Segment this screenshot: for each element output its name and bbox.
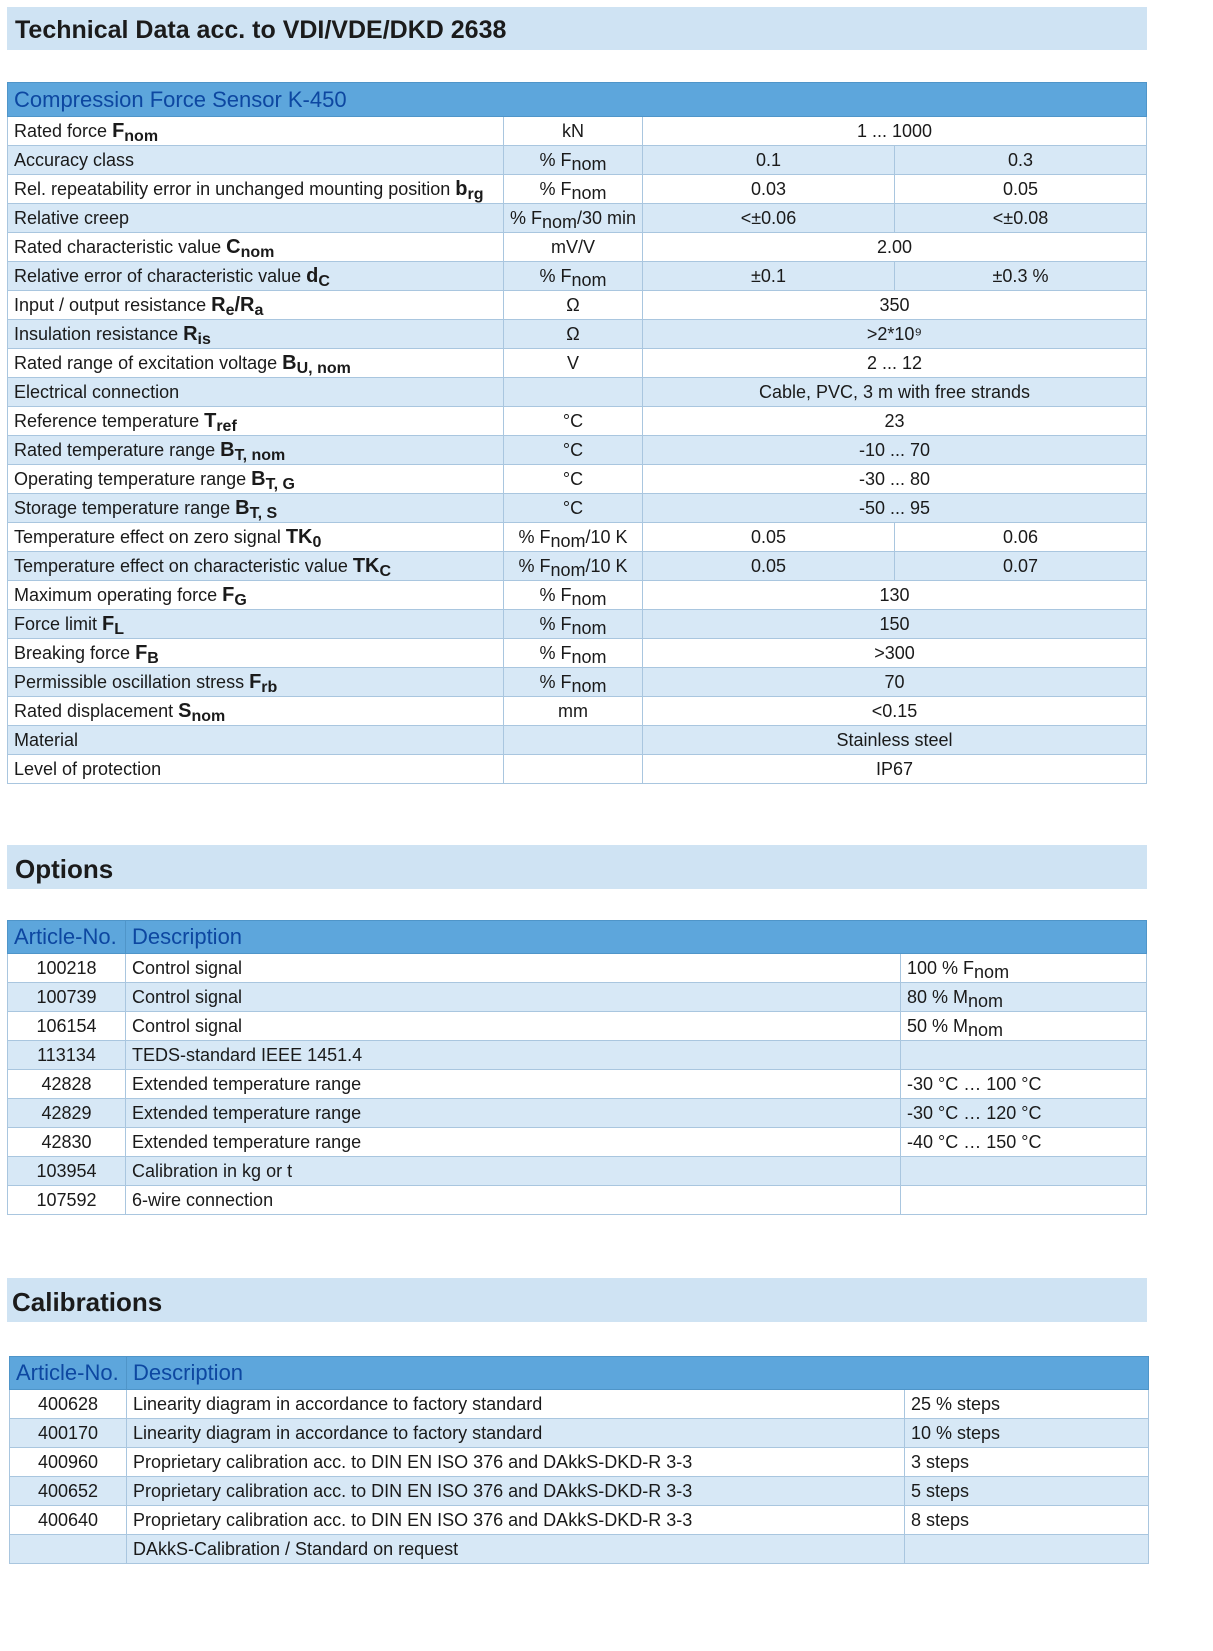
param-unit	[504, 581, 643, 610]
param-symbol: R	[183, 322, 198, 345]
param-text: Temperature effect on zero signal	[14, 526, 286, 547]
unit-subscript: nom	[571, 675, 607, 696]
param-text: Storage temperature range	[14, 497, 236, 518]
param-text: Relative creep	[14, 207, 130, 228]
options-table	[7, 920, 1147, 1215]
param-value-1: 0.03	[643, 175, 895, 204]
param-value: 130	[643, 581, 1147, 610]
tech-row	[8, 204, 1147, 233]
param-unit	[504, 117, 643, 146]
param-text: Force limit	[14, 613, 103, 634]
param-label	[8, 523, 504, 552]
options-heading: Options	[15, 854, 114, 884]
tech-row	[8, 523, 1147, 552]
tech-row	[8, 378, 1147, 407]
option-article-no: 107592	[8, 1186, 126, 1215]
unit-text: °C	[562, 439, 584, 460]
param-text: Rated force	[14, 120, 113, 141]
unit-subscript: nom	[550, 559, 586, 580]
option-value	[901, 1099, 1147, 1128]
unit-prefix: % F	[539, 178, 572, 199]
param-value-2: 0.05	[895, 175, 1147, 204]
param-unit	[504, 523, 643, 552]
param-unit	[504, 697, 643, 726]
option-value-subscript: nom	[974, 961, 1010, 982]
param-unit	[504, 552, 643, 581]
param-symbol: F	[135, 641, 148, 664]
tech-data-heading: Technical Data acc. to VDI/VDE/DKD 2638	[15, 16, 507, 44]
tech-row	[8, 494, 1147, 523]
param-unit	[504, 436, 643, 465]
param-value-1: 0.05	[643, 523, 895, 552]
param-symbol: T	[204, 409, 217, 432]
calibration-value: 3 steps	[905, 1448, 1149, 1477]
option-description: Control signal	[126, 954, 901, 983]
calibration-article-no	[10, 1535, 127, 1564]
param-symbol: R	[211, 293, 226, 316]
tech-row	[8, 755, 1147, 784]
options-row	[8, 1128, 1147, 1157]
param-value: <0.15	[643, 697, 1147, 726]
param-symbol: F	[249, 670, 262, 693]
unit-text: V	[566, 352, 579, 373]
param-symbol: F	[222, 583, 235, 606]
calibration-article-no: 400170	[10, 1419, 127, 1448]
param-label	[8, 755, 504, 784]
param-label	[8, 349, 504, 378]
calibration-article-no: 400960	[10, 1448, 127, 1477]
tech-row	[8, 610, 1147, 639]
options-header-article: Article-No.	[8, 921, 126, 954]
param-subscript-2: a	[254, 301, 264, 319]
option-description: Extended temperature range	[126, 1128, 901, 1157]
param-text: Rated displacement	[14, 700, 179, 721]
param-subscript: is	[197, 330, 211, 348]
calibration-description: Linearity diagram in accordance to factory standard	[127, 1390, 905, 1419]
param-subscript: rb	[261, 678, 278, 696]
param-text: Insulation resistance	[14, 323, 184, 344]
param-label	[8, 436, 504, 465]
calibration-description: Linearity diagram in accordance to factory standard	[127, 1419, 905, 1448]
option-value-text: 80 % M	[907, 986, 969, 1007]
param-value-2: ±0.3 %	[895, 262, 1147, 291]
calibration-row	[10, 1448, 1149, 1477]
unit-text: °C	[562, 497, 584, 518]
tech-row	[8, 436, 1147, 465]
calibration-article-no: 400652	[10, 1477, 127, 1506]
option-value-text: -30 °C … 100 °C	[907, 1073, 1042, 1094]
option-value	[901, 1012, 1147, 1041]
param-value: -50 ... 95	[643, 494, 1147, 523]
param-subscript: T, nom	[234, 446, 286, 464]
unit-suffix: /10 K	[585, 526, 628, 547]
calibration-description: Proprietary calibration acc. to DIN EN ISO 376 and DAkkS-DKD-R 3-3	[127, 1477, 905, 1506]
unit-text: mm	[558, 700, 588, 721]
calibration-row	[10, 1477, 1149, 1506]
param-value-1: ±0.1	[643, 262, 895, 291]
option-description: Extended temperature range	[126, 1070, 901, 1099]
option-article-no: 106154	[8, 1012, 126, 1041]
param-unit	[504, 320, 643, 349]
param-value-1: 0.05	[643, 552, 895, 581]
param-text: Reference temperature	[14, 410, 205, 431]
unit-prefix: % F	[539, 671, 572, 692]
param-label	[8, 581, 504, 610]
param-subscript: e	[225, 301, 235, 319]
param-label	[8, 639, 504, 668]
calibrations-table	[9, 1356, 1149, 1564]
calibration-row	[10, 1390, 1149, 1419]
option-description: 6-wire connection	[126, 1186, 901, 1215]
param-value: 1 ... 1000	[643, 117, 1147, 146]
unit-text: mV/V	[550, 236, 595, 257]
option-value	[901, 1157, 1147, 1186]
options-header-description: Description	[126, 921, 1147, 954]
param-label	[8, 407, 504, 436]
sensor-title: Compression Force Sensor K-450	[8, 83, 1147, 117]
option-value-text: 50 % M	[907, 1015, 969, 1036]
param-text: Electrical connection	[14, 381, 180, 402]
param-label	[8, 175, 504, 204]
param-value: Stainless steel	[643, 726, 1147, 755]
unit-text: Ω	[566, 294, 580, 315]
param-text: Level of protection	[14, 758, 162, 779]
tech-row	[8, 349, 1147, 378]
param-unit	[504, 233, 643, 262]
param-label	[8, 465, 504, 494]
param-unit	[504, 349, 643, 378]
param-label	[8, 697, 504, 726]
param-subscript: U, nom	[296, 359, 351, 377]
param-value: Cable, PVC, 3 m with free strands	[643, 378, 1147, 407]
param-unit	[504, 610, 643, 639]
param-text: Accuracy class	[14, 149, 135, 170]
tech-data-heading-band	[7, 7, 1147, 50]
tech-row	[8, 262, 1147, 291]
param-unit	[504, 639, 643, 668]
option-article-no: 42830	[8, 1128, 126, 1157]
unit-subscript: nom	[571, 617, 607, 638]
unit-prefix: % F	[510, 207, 543, 228]
option-value	[901, 1041, 1147, 1070]
unit-subscript: nom	[571, 646, 607, 667]
tech-row	[8, 146, 1147, 175]
options-heading-band	[7, 845, 1147, 889]
unit-text: kN	[562, 120, 584, 141]
param-text: Operating temperature range	[14, 468, 252, 489]
param-value-2: 0.06	[895, 523, 1147, 552]
param-text: Relative error of characteristic value	[14, 265, 307, 286]
calibration-value: 25 % steps	[905, 1390, 1149, 1419]
options-row	[8, 1157, 1147, 1186]
param-value-2: <±0.08	[895, 204, 1147, 233]
option-description: Control signal	[126, 1012, 901, 1041]
tech-row	[8, 117, 1147, 146]
unit-suffix: /30 min	[577, 207, 637, 228]
param-subscript: nom	[191, 707, 226, 725]
calibration-value	[905, 1535, 1149, 1564]
tech-row	[8, 552, 1147, 581]
param-subscript: C	[379, 562, 392, 580]
param-unit	[504, 465, 643, 494]
param-label	[8, 726, 504, 755]
param-value: 2 ... 12	[643, 349, 1147, 378]
param-subscript: L	[114, 620, 125, 638]
param-label	[8, 117, 504, 146]
param-text: Maximum operating force	[14, 584, 223, 605]
tech-row	[8, 639, 1147, 668]
options-row	[8, 1099, 1147, 1128]
calibration-description: Proprietary calibration acc. to DIN EN ISO 376 and DAkkS-DKD-R 3-3	[127, 1448, 905, 1477]
tech-row	[8, 581, 1147, 610]
options-row	[8, 954, 1147, 983]
param-symbol: B	[282, 351, 297, 374]
param-unit	[504, 668, 643, 697]
option-description: TEDS-standard IEEE 1451.4	[126, 1041, 901, 1070]
option-article-no: 42828	[8, 1070, 126, 1099]
param-unit	[504, 494, 643, 523]
option-article-no: 100218	[8, 954, 126, 983]
option-article-no: 42829	[8, 1099, 126, 1128]
calibrations-heading: Calibrations	[12, 1287, 163, 1317]
unit-prefix: % F	[518, 526, 551, 547]
option-value	[901, 1070, 1147, 1099]
calibrations-heading-band	[7, 1278, 1147, 1322]
param-text: Permissible oscillation stress	[14, 671, 250, 692]
param-subscript: T, S	[249, 504, 278, 522]
param-text: Rated temperature range	[14, 439, 221, 460]
param-text: Rated range of excitation voltage	[14, 352, 283, 373]
options-row	[8, 1041, 1147, 1070]
param-label	[8, 233, 504, 262]
option-value	[901, 954, 1147, 983]
param-text: Rel. repeatability error in unchanged mounting position	[14, 178, 456, 199]
options-row	[8, 1012, 1147, 1041]
option-value-subscript: nom	[968, 990, 1004, 1011]
param-label	[8, 552, 504, 581]
param-symbol: TK	[285, 525, 313, 548]
param-unit	[504, 407, 643, 436]
param-value-1: 0.1	[643, 146, 895, 175]
calibration-value: 8 steps	[905, 1506, 1149, 1535]
option-description: Extended temperature range	[126, 1099, 901, 1128]
option-description: Calibration in kg or t	[126, 1157, 901, 1186]
param-symbol: d	[306, 264, 319, 287]
unit-text: °C	[562, 410, 584, 431]
calibration-row	[10, 1535, 1149, 1564]
option-article-no: 100739	[8, 983, 126, 1012]
option-value-text: -40 °C … 150 °C	[907, 1131, 1042, 1152]
param-subscript: 0	[312, 533, 322, 551]
param-symbol: TK	[352, 554, 380, 577]
param-unit	[504, 204, 643, 233]
param-value-1: <±0.06	[643, 204, 895, 233]
unit-subscript: nom	[571, 182, 607, 203]
param-value: IP67	[643, 755, 1147, 784]
param-label	[8, 320, 504, 349]
calibration-article-no: 400640	[10, 1506, 127, 1535]
unit-prefix: % F	[539, 613, 572, 634]
param-text: Material	[14, 729, 79, 750]
calibration-row	[10, 1419, 1149, 1448]
param-label	[8, 291, 504, 320]
param-value: -10 ... 70	[643, 436, 1147, 465]
calibration-article-no: 400628	[10, 1390, 127, 1419]
calibration-description: Proprietary calibration acc. to DIN EN ISO 376 and DAkkS-DKD-R 3-3	[127, 1506, 905, 1535]
option-value-text: -30 °C … 120 °C	[907, 1102, 1042, 1123]
param-unit	[504, 378, 643, 407]
unit-prefix: % F	[539, 265, 572, 286]
param-subscript: T, G	[265, 475, 295, 493]
param-subscript: nom	[124, 127, 159, 145]
param-symbol: F	[112, 119, 125, 142]
unit-prefix: % F	[539, 149, 572, 170]
calibrations-header-article: Article-No.	[10, 1357, 127, 1390]
calibration-description: DAkkS-Calibration / Standard on request	[127, 1535, 905, 1564]
param-unit	[504, 175, 643, 204]
param-text: Breaking force	[14, 642, 136, 663]
param-subscript: nom	[240, 243, 275, 261]
param-symbol: B	[251, 467, 266, 490]
unit-prefix: % F	[539, 584, 572, 605]
param-value-2: 0.07	[895, 552, 1147, 581]
calibration-row	[10, 1506, 1149, 1535]
unit-prefix: % F	[539, 642, 572, 663]
unit-subscript: nom	[571, 588, 607, 609]
unit-subscript: nom	[550, 530, 586, 551]
param-value: -30 ... 80	[643, 465, 1147, 494]
param-value: 70	[643, 668, 1147, 697]
param-label	[8, 610, 504, 639]
options-row	[8, 983, 1147, 1012]
option-article-no: 113134	[8, 1041, 126, 1070]
param-value: >2*10⁹	[643, 320, 1147, 349]
option-value-subscript: nom	[968, 1019, 1004, 1040]
calibrations-header-description: Description	[127, 1357, 1149, 1390]
param-text: Input / output resistance	[14, 294, 212, 315]
unit-text: Ω	[566, 323, 580, 344]
tech-row	[8, 175, 1147, 204]
param-label	[8, 378, 504, 407]
options-row	[8, 1186, 1147, 1215]
tech-row	[8, 407, 1147, 436]
param-symbol-2: /R	[234, 293, 255, 316]
calibration-value: 5 steps	[905, 1477, 1149, 1506]
options-row	[8, 1070, 1147, 1099]
param-unit	[504, 726, 643, 755]
param-symbol: F	[102, 612, 115, 635]
param-value: 150	[643, 610, 1147, 639]
option-article-no: 103954	[8, 1157, 126, 1186]
param-symbol: B	[235, 496, 250, 519]
tech-row	[8, 233, 1147, 262]
param-text: Temperature effect on characteristic value	[14, 555, 353, 576]
param-label	[8, 494, 504, 523]
param-unit	[504, 146, 643, 175]
param-symbol: C	[226, 235, 241, 258]
param-symbol: B	[220, 438, 235, 461]
unit-suffix: /10 K	[585, 555, 628, 576]
param-value: 2.00	[643, 233, 1147, 262]
param-unit	[504, 291, 643, 320]
tech-row	[8, 320, 1147, 349]
param-value: 350	[643, 291, 1147, 320]
param-symbol: b	[455, 177, 468, 200]
unit-subscript: nom	[542, 211, 578, 232]
param-label	[8, 146, 504, 175]
tech-row	[8, 726, 1147, 755]
param-subscript: B	[147, 649, 159, 667]
tech-row	[8, 668, 1147, 697]
option-description: Control signal	[126, 983, 901, 1012]
param-label	[8, 668, 504, 697]
tech-row	[8, 697, 1147, 726]
unit-subscript: nom	[571, 269, 607, 290]
param-unit	[504, 755, 643, 784]
param-value: >300	[643, 639, 1147, 668]
param-subscript: ref	[216, 417, 237, 435]
param-symbol: S	[178, 699, 192, 722]
option-value	[901, 1186, 1147, 1215]
tech-data-table	[7, 82, 1147, 784]
param-subscript: C	[318, 272, 330, 290]
param-label	[8, 204, 504, 233]
unit-text: °C	[562, 468, 584, 489]
param-label	[8, 262, 504, 291]
param-subscript: rg	[467, 185, 484, 203]
option-value	[901, 1128, 1147, 1157]
option-value	[901, 983, 1147, 1012]
option-value-text: 100 % F	[907, 957, 975, 978]
unit-prefix: % F	[518, 555, 551, 576]
param-subscript: G	[234, 591, 247, 609]
tech-row	[8, 465, 1147, 494]
param-value-2: 0.3	[895, 146, 1147, 175]
tech-row	[8, 291, 1147, 320]
calibration-value: 10 % steps	[905, 1419, 1149, 1448]
param-unit	[504, 262, 643, 291]
param-text: Rated characteristic value	[14, 236, 227, 257]
unit-subscript: nom	[571, 153, 607, 174]
param-value: 23	[643, 407, 1147, 436]
